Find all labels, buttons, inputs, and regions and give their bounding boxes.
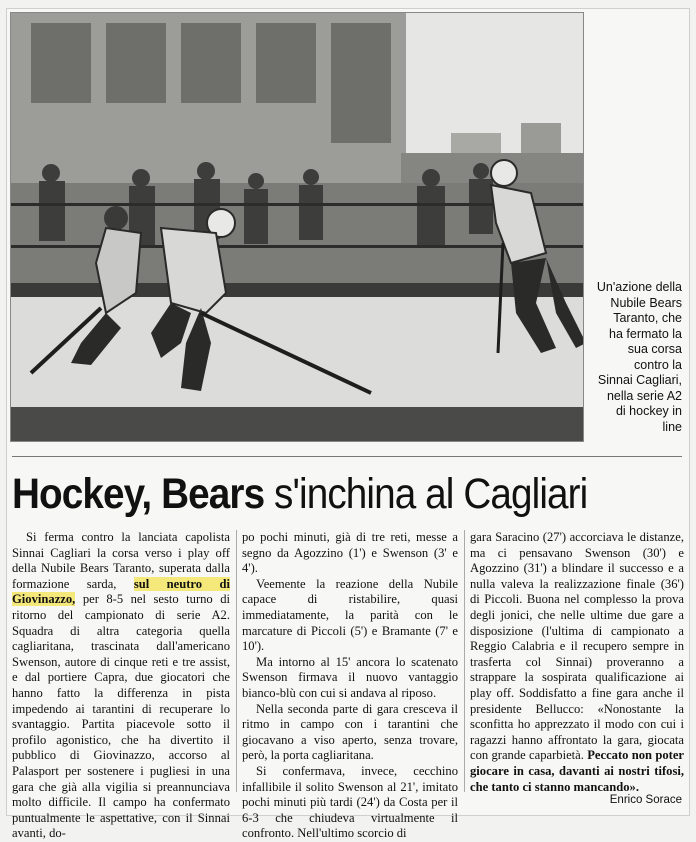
divider	[12, 456, 682, 457]
article-column-1	[12, 530, 230, 842]
photo-caption: Un'azione della Nubile Bears Taranto, che ha fermato la sua corsa contro la Sinnai Cagliari, nella serie A2 di hockey in line	[596, 280, 682, 434]
paragraph	[470, 530, 684, 795]
headline-regular: s'inchina al Cagliari	[274, 470, 588, 518]
column-divider	[236, 530, 237, 792]
column-divider	[464, 530, 465, 792]
paragraph-text: gara Saracino (27') accorciava le distanze, ma ci pensavano Swenson (30') e Agozzino (31') a blindare il successo e a nulla valeva la realizzazione finale (36') di Piccoli. Buona nel complesso la prova degli jonici, che nelle ultime due gare a disposizione (l'ultima di campionato a Reggio Calabria e il recupero sempre in trasferta col Sinnai) proveranno a strappare la sospirata qualificazione ai play off. Soddisfatto a fine gara anche il presidente Bellucco: «Nonostante la sconfitta ho apprezzato il modo con cui i ragazzi hanno affrontato la gara, giocata con grande caparbietà.	[470, 530, 684, 763]
paragraph-text: per 8-5 nel sesto turno di ritorno del campionato di serie A2. Squadra di altra categoria quella cagliaritana, trascinata dall'americano Swenson, autore di cinque reti e tre assist, e dal portiere Capra, due giocatori che hanno fatto la differenza in pista impedendo ai tarantini di recuperare lo svantaggio. Partita piacevole sotto il profilo agonistico, che ha divertito il pubblico di Giovinazzo, accorso al Palasport per sostenere i pugliesi in una gara che già alla vigilia si preannunciava molto difficile. Il campo ha confermato puntualmente le aspettative, con il Sinnai avanti, do-	[12, 592, 231, 841]
paragraph: Ma intorno al 15' ancora lo scatenato Swenson firmava il nuovo vantaggio bianco-blù con cui si andava al riposo.	[242, 654, 458, 700]
highlighted-text: sul neutro di Giovinazzo,	[12, 576, 230, 607]
paragraph: Veemente la reazione della Nubile capace di ristabilire, quasi immediatamente, la parità con le marcature di Piccoli (5') e Bramante (7' e 10').	[242, 576, 458, 654]
paragraph	[12, 530, 230, 842]
hockey-photo-illustration	[11, 13, 584, 442]
paragraph: po pochi minuti, già di tre reti, messe a segno da Agozzino (1') e Swenson (3' e 4').	[242, 530, 458, 576]
article-column-2	[242, 530, 458, 842]
paragraph: Nella seconda parte di gara cresceva il ritmo in campo con i tarantini che giocavano a viso aperto, senza trovare, però, la porta cagliaritana.	[242, 701, 458, 763]
paragraph-text: Si ferma contro la lanciata capolista Sinnai Cagliari la corsa verso i play off della Nubile Bears Taranto, superata dalla formazione sarda,	[12, 530, 230, 591]
article-column-3	[470, 530, 684, 795]
hockey-photo	[10, 12, 584, 442]
bold-quote: Peccato non poter giocare in casa, davanti ai nostri tifosi, che tanto ci stanno mancando».	[470, 748, 684, 794]
paragraph: Si confermava, invece, cecchino infallibile il solito Swenson al 21', imitato pochi minuti più tardi (24') da Costa per il 6-3 che chiudeva virtualmente il confronto. Nell'ultimo scorcio di	[242, 763, 458, 841]
byline: Enrico Sorace	[609, 794, 682, 806]
headline-bold: Hockey, Bears	[12, 470, 265, 518]
headline	[12, 468, 617, 520]
